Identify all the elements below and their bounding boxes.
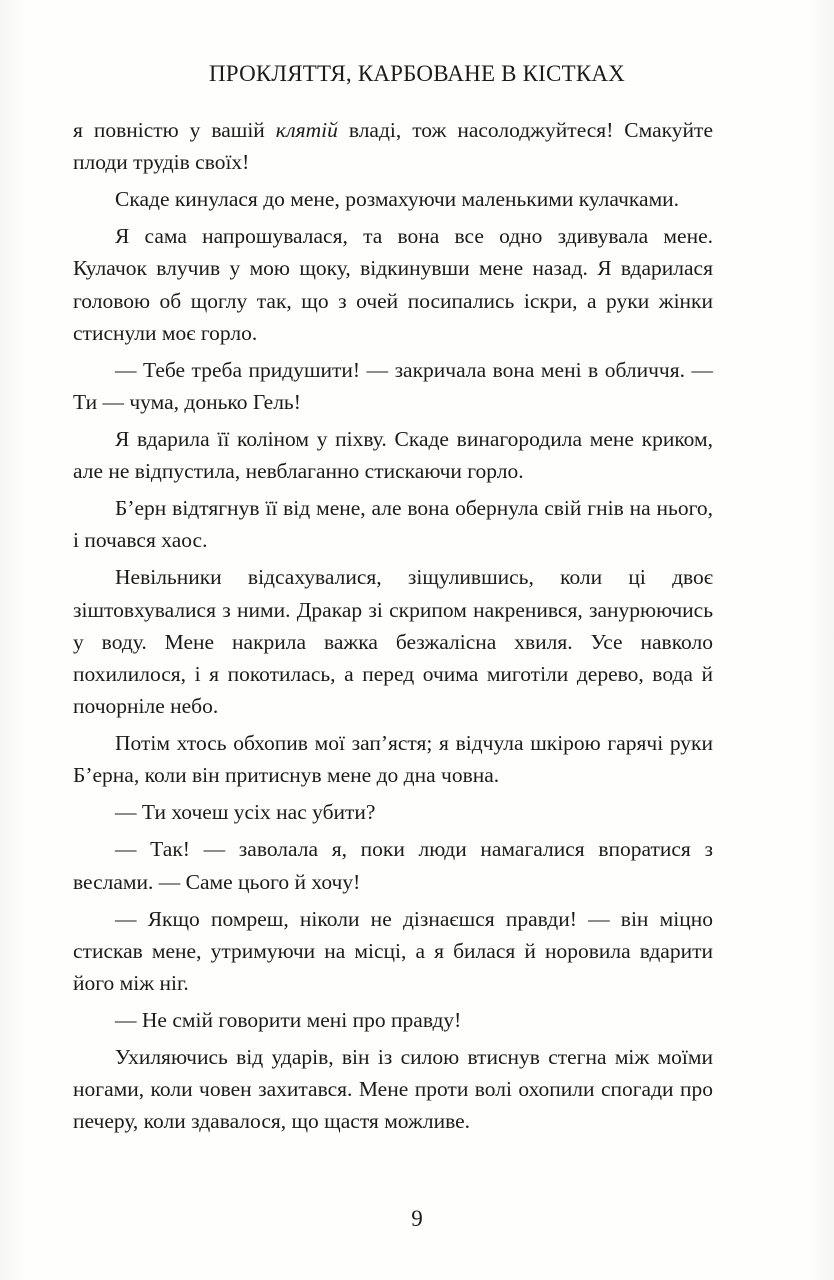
paragraph: — Так! — заволала я, поки люди намагалися впоратися з веслами. — Саме цього й хочу! [73, 837, 713, 894]
paragraph: Б’ерн відтягнув її від мене, але вона обернула свій гнів на нього, і почався хаос. [73, 496, 713, 553]
paragraph: Ухиляючись від ударів, він із силою втиснув стегна між моїми ногами, коли човен захитався. Мене проти волі охопили спогади про печеру, коли здавалося, що щастя можливе. [73, 1045, 713, 1134]
paragraph: Я сама напрошувалася, та вона все одно здивувала мене. Кулачок влучив у мою щоку, відкинувши мене назад. Я вдарилася головою об щоглу так, що з очей посипались іскри, а руки жінки стиснули моє горло. [73, 224, 713, 345]
italic-word: клятій [275, 118, 338, 142]
paragraph-text: владі, тож насолоджуйтеся! Смакуйте плоди трудів своїх! [73, 118, 713, 175]
paragraph: — Тебе треба придушити! — закричала вона мені в обличчя. — Ти — чума, донько Гель! [73, 357, 713, 415]
paragraph: Скаде кинулася до мене, розмахуючи маленькими кулачками. [115, 187, 680, 212]
paragraph: — Якщо помреш, ніколи не дізнаєшся правди! — він міцно стискав мене, утримуючи на місці, а я билася й норовила вдарити його між ніг. [73, 906, 713, 996]
paragraph: Потім хтось обхопив мої зап’ястя; я відчула шкірою гарячі руки Б’ерна, коли він притиснув мене до дна човна. [73, 731, 713, 788]
body-text [73, 114, 713, 1142]
paragraph [73, 114, 713, 178]
paragraph: Невільники відсахувалися, зіщулившись, коли ці двоє зіштовхувалися з ними. Дракар зі скрипом накренився, занурюючись у воду. Мене накрила важка безжалісна хвиля. Усе навколо похилилося, і я покотилась, а перед очима миготіли дерево, вода й почорніле небо. [73, 565, 713, 719]
running-head: ПРОКЛЯТТЯ, КАРБОВАНЕ В КІСТКАХ [209, 61, 625, 86]
paragraph-text: я повністю у вашій [73, 118, 276, 142]
paragraph: Я вдарила її коліном у піхву. Скаде винагородила мене криком, але не відпустила, невблаганно стискаючи горло. [73, 427, 713, 484]
paragraph: — Не смій говорити мені про правду! [115, 1008, 462, 1033]
page-number: 9 [411, 1206, 423, 1231]
paragraph: — Ти хочеш усіх нас убити? [115, 800, 376, 825]
